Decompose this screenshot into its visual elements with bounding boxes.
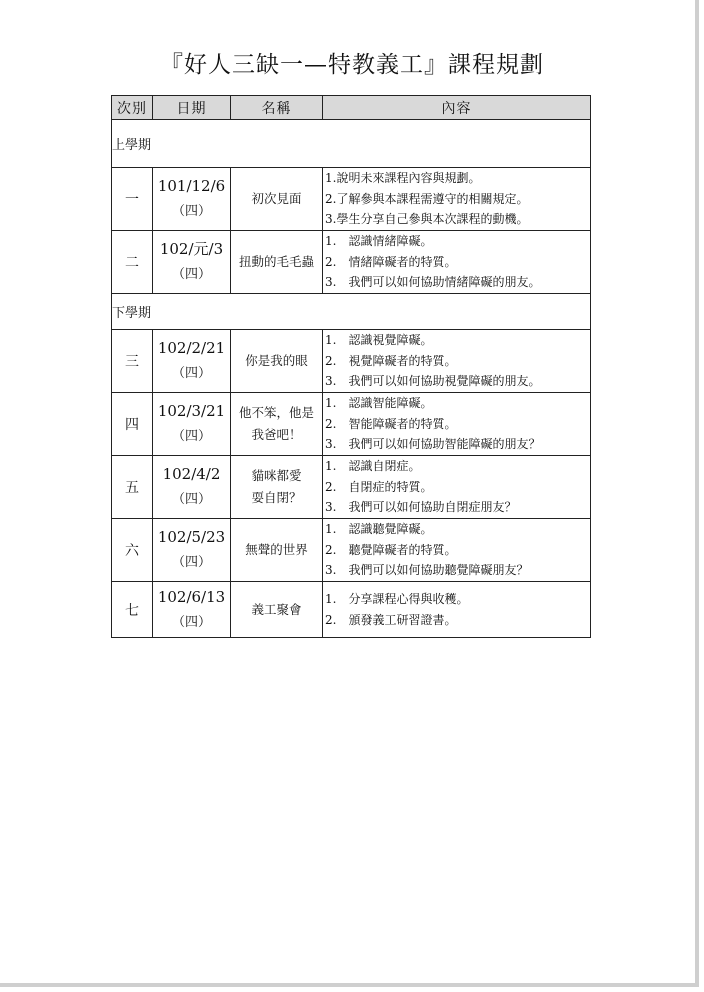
lesson-content bbox=[323, 330, 591, 393]
lesson-date-cell bbox=[153, 231, 231, 294]
semester-label: 下學期 bbox=[112, 294, 591, 330]
header-num: 次別 bbox=[112, 96, 153, 120]
lesson-date-cell bbox=[153, 582, 231, 638]
lesson-date-cell bbox=[153, 393, 231, 456]
lesson-name: 初次見面 bbox=[231, 168, 323, 231]
lesson-name: 你是我的眼 bbox=[231, 330, 323, 393]
lesson-date: 102/5/23 bbox=[157, 528, 226, 546]
lesson-name-line: 他不笨，他是 bbox=[238, 405, 314, 420]
content-item: 2. 視覺障礙者的特質。 bbox=[325, 353, 457, 368]
lesson-content bbox=[323, 519, 591, 582]
lesson-date-cell bbox=[153, 456, 231, 519]
lesson-date: 102/元/3 bbox=[159, 240, 224, 258]
lesson-weekday: （四） bbox=[171, 614, 211, 630]
table-row bbox=[112, 330, 591, 393]
content-item: 1. 認識視覺障礙。 bbox=[325, 333, 433, 348]
lesson-name-line: 耍自閉？ bbox=[251, 490, 302, 505]
lesson-date: 102/3/21 bbox=[157, 402, 226, 420]
lesson-content bbox=[323, 168, 591, 231]
lesson-num: 二 bbox=[112, 231, 153, 294]
semester-row-second bbox=[112, 294, 591, 330]
lesson-num: 三 bbox=[112, 330, 153, 393]
lesson-num: 四 bbox=[112, 393, 153, 456]
header-name: 名稱 bbox=[231, 96, 323, 120]
table-row bbox=[112, 582, 591, 638]
lesson-name: 義工聚會 bbox=[231, 582, 323, 638]
content-item: 3.學生分享自己參與本次課程的動機。 bbox=[325, 212, 529, 227]
lesson-name-line: 貓咪都愛 bbox=[251, 468, 302, 483]
content-item: 2. 頒發義工研習證書。 bbox=[325, 612, 457, 627]
lesson-weekday: （四） bbox=[171, 204, 211, 219]
semester-row-first bbox=[112, 120, 591, 168]
semester-label: 上學期 bbox=[112, 120, 591, 168]
lesson-date: 102/6/13 bbox=[157, 587, 226, 606]
lesson-name bbox=[231, 456, 323, 519]
content-item: 2. 自閉症的特質。 bbox=[325, 479, 433, 494]
content-item: 3. 我們可以如何協助自閉症朋友？ bbox=[325, 500, 517, 515]
lesson-name-line: 我爸吧！ bbox=[251, 427, 302, 442]
lesson-date-cell bbox=[153, 330, 231, 393]
table-row bbox=[112, 519, 591, 582]
header-date: 日期 bbox=[153, 96, 231, 120]
content-item: 1. 認識聽覺障礙。 bbox=[325, 522, 433, 537]
page-title: 『好人三缺一—特教義工』課程規劃 bbox=[160, 52, 544, 78]
content-item: 3. 我們可以如何協助視覺障礙的朋友。 bbox=[325, 374, 541, 389]
content-item: 2. 智能障礙者的特質。 bbox=[325, 416, 457, 431]
content-item: 1.說明未來課程內容與規劃。 bbox=[325, 171, 481, 186]
table-row bbox=[112, 393, 591, 456]
lesson-date: 101/12/6 bbox=[157, 177, 226, 195]
content-item: 3. 我們可以如何協助聽覺障礙朋友？ bbox=[325, 563, 529, 578]
lesson-date-cell bbox=[153, 168, 231, 231]
content-item: 3. 我們可以如何協助情緒障礙的朋友。 bbox=[325, 275, 541, 290]
lesson-date-cell bbox=[153, 519, 231, 582]
header-row bbox=[112, 96, 591, 120]
lesson-num: 七 bbox=[112, 582, 153, 638]
lesson-weekday: （四） bbox=[171, 366, 211, 381]
content-item: 1. 分享課程心得與收穫。 bbox=[325, 592, 469, 606]
table-row bbox=[112, 456, 591, 519]
lesson-content bbox=[323, 231, 591, 294]
lesson-content bbox=[323, 456, 591, 519]
content-item: 2.了解參與本課程需遵守的相關規定。 bbox=[325, 191, 529, 206]
lesson-date: 102/4/2 bbox=[162, 465, 221, 483]
table-row bbox=[112, 231, 591, 294]
content-item: 2. 聽覺障礙者的特質。 bbox=[325, 542, 457, 557]
lesson-weekday: （四） bbox=[171, 429, 211, 444]
lesson-date: 102/2/21 bbox=[157, 339, 226, 357]
content-item: 2. 情緒障礙者的特質。 bbox=[325, 254, 457, 269]
lesson-content bbox=[323, 582, 591, 638]
lesson-weekday: （四） bbox=[171, 492, 211, 507]
lesson-content bbox=[323, 393, 591, 456]
content-item: 1. 認識智能障礙。 bbox=[325, 396, 433, 411]
lesson-weekday: （四） bbox=[171, 555, 211, 570]
lesson-name: 扭動的毛毛蟲 bbox=[231, 231, 323, 294]
lesson-name bbox=[231, 393, 323, 456]
lesson-num: 一 bbox=[112, 168, 153, 231]
content-item: 1. 認識情緒障礙。 bbox=[325, 234, 433, 249]
lesson-num: 五 bbox=[112, 456, 153, 519]
schedule-table bbox=[111, 95, 591, 638]
content-item: 3. 我們可以如何協助智能障礙的朋友？ bbox=[325, 437, 541, 452]
header-content: 內容 bbox=[323, 96, 591, 120]
lesson-num: 六 bbox=[112, 519, 153, 582]
lesson-name: 無聲的世界 bbox=[231, 519, 323, 582]
lesson-weekday: （四） bbox=[171, 267, 211, 282]
table-row bbox=[112, 168, 591, 231]
content-item: 1. 認識自閉症。 bbox=[325, 459, 421, 474]
